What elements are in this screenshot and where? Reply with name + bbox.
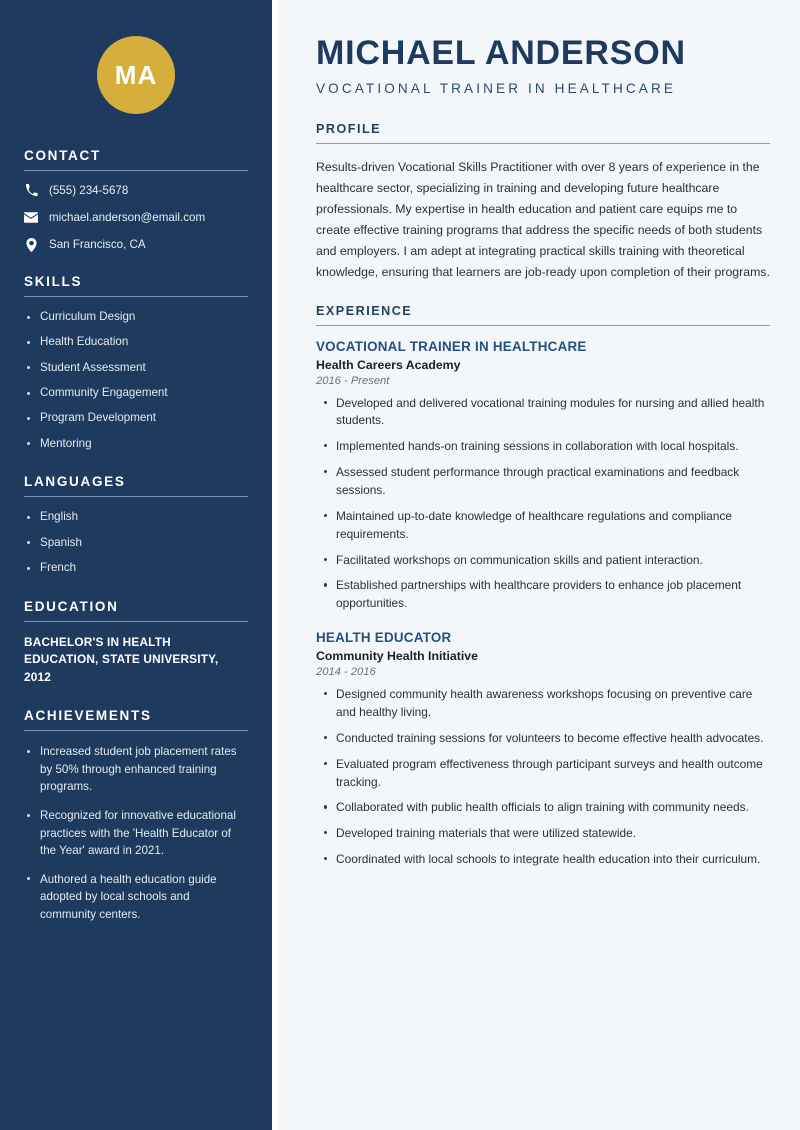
job-company: Community Health Initiative	[316, 649, 478, 664]
list-item: Evaluated program effectiveness through participant surveys and health outcome tracking.	[336, 756, 770, 792]
education-divider	[24, 621, 248, 622]
skills-section	[24, 274, 248, 452]
contact-row-phone[interactable]	[24, 183, 248, 198]
contact-divider	[24, 170, 248, 171]
page-title: MICHAEL ANDERSON	[316, 34, 686, 72]
map-pin-icon	[24, 238, 38, 252]
experience-section	[316, 304, 770, 869]
education-entry: BACHELOR'S IN HEALTH EDUCATION, STATE UNIVERSITY, 2012	[24, 634, 219, 684]
phone-icon	[24, 184, 38, 198]
profile-section-title: PROFILE	[316, 121, 382, 136]
skills-divider	[24, 296, 248, 297]
education-section-title: EDUCATION	[24, 598, 119, 614]
experience-section-title: EXPERIENCE	[316, 303, 413, 318]
avatar-container	[24, 0, 248, 148]
avatar	[97, 36, 175, 114]
list-item: Collaborated with public health officials to align training with community needs.	[336, 799, 770, 817]
job-bullets	[316, 686, 770, 869]
contact-phone-value: (555) 234-5678	[49, 184, 129, 197]
education-section	[24, 599, 248, 686]
languages-section	[24, 474, 248, 576]
experience-divider	[316, 325, 770, 326]
achievements-section-title: ACHIEVEMENTS	[24, 708, 152, 724]
contact-section-title: CONTACT	[24, 148, 101, 163]
achievements-section	[24, 708, 248, 923]
profile-section	[316, 122, 770, 284]
list-item: Designed community health awareness workshops focusing on preventive care and healthy living.	[336, 686, 770, 722]
job-title: HEALTH EDUCATOR	[316, 630, 452, 646]
contact-row-location[interactable]	[24, 237, 248, 252]
list-item: Community Engagement	[24, 385, 248, 402]
list-item: Mentoring	[24, 436, 248, 453]
list-item: Health Education	[24, 334, 248, 351]
list-item: Facilitated workshops on communication skills and patient interaction.	[336, 552, 770, 570]
contact-location-value: San Francisco, CA	[49, 238, 146, 252]
profile-text: Results-driven Vocational Skills Practitioner with over 8 years of experience in the healthcare sector, specializing in training and developing future healthcare professionals. My expertise in health education and patient care equips me to create effective training programs that address the specific needs of both students and employers. I am adept at integrating practical skills training with theoretical knowledge, ensuring that learners are job-ready upon completion of their programs.	[316, 159, 770, 280]
job-bullets	[316, 395, 770, 614]
list-item: Coordinated with local schools to integrate health education into their curriculum.	[336, 851, 770, 869]
list-item: Maintained up-to-date knowledge of healthcare regulations and compliance requirements.	[336, 508, 770, 544]
list-item: Established partnerships with healthcare providers to enhance job placement opportunities.	[336, 577, 770, 613]
contact-email-value: michael.anderson@email.com	[49, 211, 206, 225]
list-item: Spanish	[24, 535, 248, 552]
list-item: Assessed student performance through practical examinations and feedback sessions.	[336, 464, 770, 500]
list-item: Authored a health education guide adopted by local schools and community centers.	[24, 871, 248, 924]
list-item: Student Assessment	[24, 360, 248, 377]
profile-divider	[316, 143, 770, 144]
experience-entry	[316, 339, 770, 614]
languages-divider	[24, 496, 248, 497]
list-item: English	[24, 509, 248, 526]
list-item: Increased student job placement rates by 50% through enhanced training programs.	[24, 743, 248, 796]
job-company: Health Careers Academy	[316, 357, 461, 372]
list-item: Conducted training sessions for volunteers to become effective health advocates.	[336, 730, 770, 748]
contact-section	[24, 148, 248, 252]
achievements-divider	[24, 730, 248, 731]
list-item: French	[24, 560, 248, 577]
skills-list	[24, 309, 248, 452]
list-item: Developed training materials that were utilized statewide.	[336, 825, 770, 843]
list-item: Recognized for innovative educational practices with the 'Health Educator of the Year' award in 2021.	[24, 807, 248, 860]
professional-headline: VOCATIONAL TRAINER IN HEALTHCARE	[316, 80, 677, 96]
languages-section-title: LANGUAGES	[24, 474, 126, 490]
languages-list	[24, 509, 248, 576]
list-item: Program Development	[24, 410, 248, 427]
job-title: VOCATIONAL TRAINER IN HEALTHCARE	[316, 338, 587, 354]
sidebar	[0, 0, 272, 1130]
contact-row-email[interactable]	[24, 210, 248, 225]
envelope-icon	[24, 211, 38, 225]
list-item: Developed and delivered vocational training modules for nursing and allied health students.	[336, 395, 770, 431]
experience-entry	[316, 630, 770, 869]
main-content	[272, 0, 800, 1130]
job-dates: 2016 - Present	[316, 374, 390, 387]
job-dates: 2014 - 2016	[316, 666, 376, 679]
list-item: Implemented hands-on training sessions in collaboration with local hospitals.	[336, 438, 770, 456]
achievements-list	[24, 743, 248, 923]
avatar-initials: MA	[114, 59, 158, 90]
list-item: Curriculum Design	[24, 309, 248, 326]
skills-section-title: SKILLS	[24, 274, 83, 290]
